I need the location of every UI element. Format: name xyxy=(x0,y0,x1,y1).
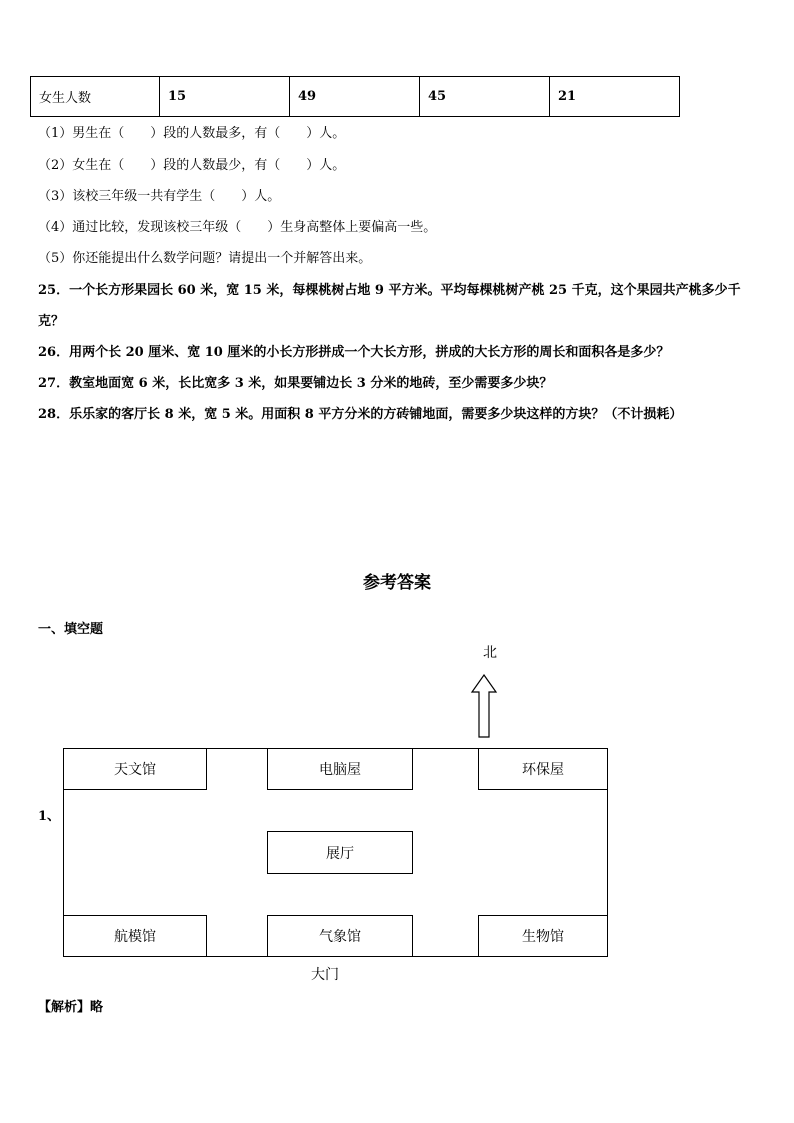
answer-item-number: 1、 xyxy=(38,809,61,824)
north-label: 北 xyxy=(483,645,497,661)
problem-26: 26．用两个长 20 厘米、宽 10 厘米的小长方形拼成一个大长方形，拼成的大长方形的周长和面积各是多少？ xyxy=(38,345,670,360)
main-gate-label: 大门 xyxy=(311,967,339,983)
student-height-table xyxy=(30,76,680,117)
analysis-note: 【解析】略 xyxy=(38,1000,104,1015)
section-heading: 一、填空题 xyxy=(38,622,104,637)
question-3: （3）该校三年级一共有学生（ ）人。 xyxy=(38,189,281,204)
room-computer: 电脑屋 xyxy=(267,748,413,790)
table-cell: 21 xyxy=(550,77,680,117)
table-cell: 45 xyxy=(420,77,550,117)
answer-key-title: 参考答案 xyxy=(363,573,431,593)
question-2: （2）女生在（ ）段的人数最少，有（ ）人。 xyxy=(38,158,346,173)
room-exhibition-hall: 展厅 xyxy=(267,831,413,874)
problem-27: 27．教室地面宽 6 米，长比宽多 3 米，如果要铺边长 3 分米的地砖，至少需要多少块？ xyxy=(38,376,553,391)
question-4: （4）通过比较，发现该校三年级（ ）生身高整体上要偏高一些。 xyxy=(38,220,437,235)
problem-25-continued: 克？ xyxy=(38,314,65,329)
room-meteorology: 气象馆 xyxy=(267,915,413,957)
question-5: （5）你还能提出什么数学问题？请提出一个并解答出来。 xyxy=(38,251,372,266)
room-environment: 环保屋 xyxy=(478,748,608,790)
table-cell: 15 xyxy=(160,77,290,117)
problem-25: 25．一个长方形果园长 60 米，宽 15 米，每棵桃树占地 9 平方米。平均每棵桃树产桃 25 千克，这个果园共产桃多少千 xyxy=(38,283,741,298)
room-model-aircraft: 航模馆 xyxy=(63,915,207,957)
problem-28: 28．乐乐家的客厅长 8 米，宽 5 米。用面积 8 平方分米的方砖铺地面，需要多少块这样的方块？（不计损耗） xyxy=(38,407,683,422)
room-astronomy: 天文馆 xyxy=(63,748,207,790)
table-row xyxy=(31,77,680,117)
question-1: （1）男生在（ ）段的人数最多，有（ ）人。 xyxy=(38,126,346,141)
table-row-label: 女生人数 xyxy=(31,77,160,117)
room-biology: 生物馆 xyxy=(478,915,608,957)
table-cell: 49 xyxy=(290,77,420,117)
north-arrow-icon xyxy=(470,674,498,740)
